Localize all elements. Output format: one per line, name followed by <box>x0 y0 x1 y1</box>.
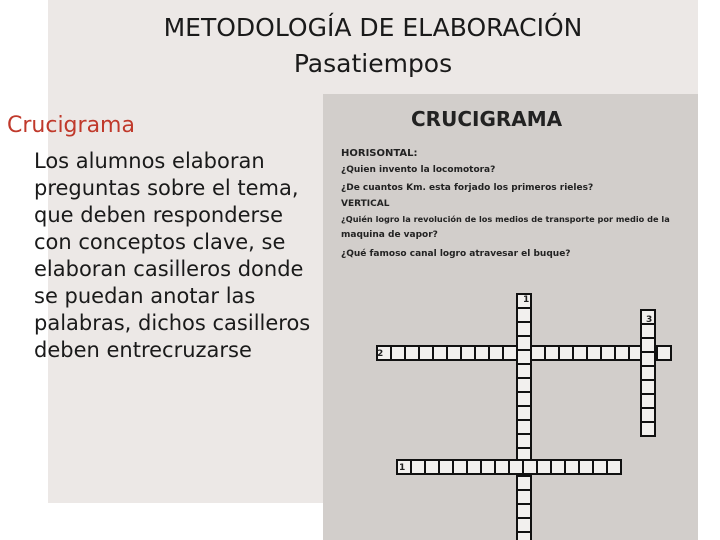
crossword-cell <box>517 336 531 350</box>
photo-line-3: ¿De cuantos Km. esta forjado los primeros rieles? <box>341 183 594 193</box>
crossword-cell <box>447 346 461 360</box>
crossword-cell <box>439 460 453 474</box>
section-heading: Crucigrama <box>7 113 135 138</box>
crossword-cell <box>517 322 531 336</box>
crossword-cell <box>461 346 475 360</box>
crossword-photo-svg <box>323 94 698 540</box>
title-line-1: METODOLOGÍA DE ELABORACIÓN <box>163 13 583 42</box>
crossword-cell <box>509 460 523 474</box>
crossword-cell <box>489 346 503 360</box>
crossword-cell <box>565 460 579 474</box>
title-line-2: Pasatiempos <box>293 49 453 78</box>
crossword-cell <box>587 346 601 360</box>
crossword-cell <box>641 338 655 352</box>
crossword-cell <box>425 460 439 474</box>
crossword-cell <box>641 366 655 380</box>
crossword-cell <box>531 346 545 360</box>
clue-number-1: 1 <box>523 295 530 305</box>
crossword-cell <box>481 460 495 474</box>
crossword-cell <box>517 378 531 392</box>
crossword-cell <box>517 434 531 448</box>
crossword-cell <box>517 308 531 322</box>
crossword-cell <box>641 324 655 338</box>
body-paragraph: Los alumnos elaboran preguntas sobre el tema, que deben responderse con conceptos clave, se elaboran casilleros donde se puedan anotar las palabras, dichos casilleros deben entrecruzarse <box>34 149 311 362</box>
crossword-cell <box>467 460 481 474</box>
crossword-cell <box>391 346 405 360</box>
crossword-photo <box>323 94 698 540</box>
crossword-cell <box>411 460 425 474</box>
photo-line-6: maquina de vapor? <box>341 230 438 240</box>
crossword-cell <box>593 460 607 474</box>
crossword-cell <box>433 346 447 360</box>
photo-line-5: ¿Quién logro la revolución de los medios de transporte por medio de la <box>341 214 670 224</box>
crossword-cell <box>419 346 433 360</box>
crossword-cell <box>657 346 671 360</box>
crossword-cell <box>517 518 531 532</box>
crossword-cell <box>495 460 509 474</box>
crossword-cell <box>523 460 537 474</box>
crossword-cell <box>641 408 655 422</box>
crossword-cell <box>551 460 565 474</box>
crossword-cell <box>517 406 531 420</box>
crossword-cell <box>573 346 587 360</box>
crossword-cell <box>475 346 489 360</box>
crossword-cell <box>517 350 531 364</box>
crossword-cell <box>545 346 559 360</box>
crossword-cell <box>615 346 629 360</box>
clue-number-2: 2 <box>377 349 384 359</box>
photo-heading: CRUCIGRAMA <box>411 107 563 131</box>
crossword-cell <box>641 422 655 436</box>
slide-title <box>48 10 698 82</box>
crossword-cell <box>517 364 531 378</box>
photo-line-4: VERTICAL <box>341 199 390 209</box>
crossword-cell <box>517 420 531 434</box>
crossword-cell <box>517 490 531 504</box>
crossword-cell <box>559 346 573 360</box>
crossword-cell <box>641 352 655 366</box>
clue-number-3: 3 <box>646 315 653 325</box>
crossword-cell <box>641 394 655 408</box>
crossword-cell <box>601 346 615 360</box>
crossword-cell <box>537 460 551 474</box>
crossword-cell <box>517 504 531 518</box>
crossword-cell <box>405 346 419 360</box>
crossword-cell <box>517 476 531 490</box>
crossword-cell <box>641 380 655 394</box>
crossword-cell <box>453 460 467 474</box>
crossword-cell <box>579 460 593 474</box>
crossword-cell <box>517 532 531 540</box>
crossword-cell <box>503 346 517 360</box>
crossword-cell <box>607 460 621 474</box>
photo-line-2: ¿Quien invento la locomotora? <box>341 165 496 175</box>
clue-number-1b: 1 <box>399 463 406 473</box>
crossword-cell <box>517 392 531 406</box>
photo-line-1: HORISONTAL: <box>341 148 418 159</box>
photo-line-7: ¿Qué famoso canal logro atravesar el buque? <box>341 249 571 259</box>
